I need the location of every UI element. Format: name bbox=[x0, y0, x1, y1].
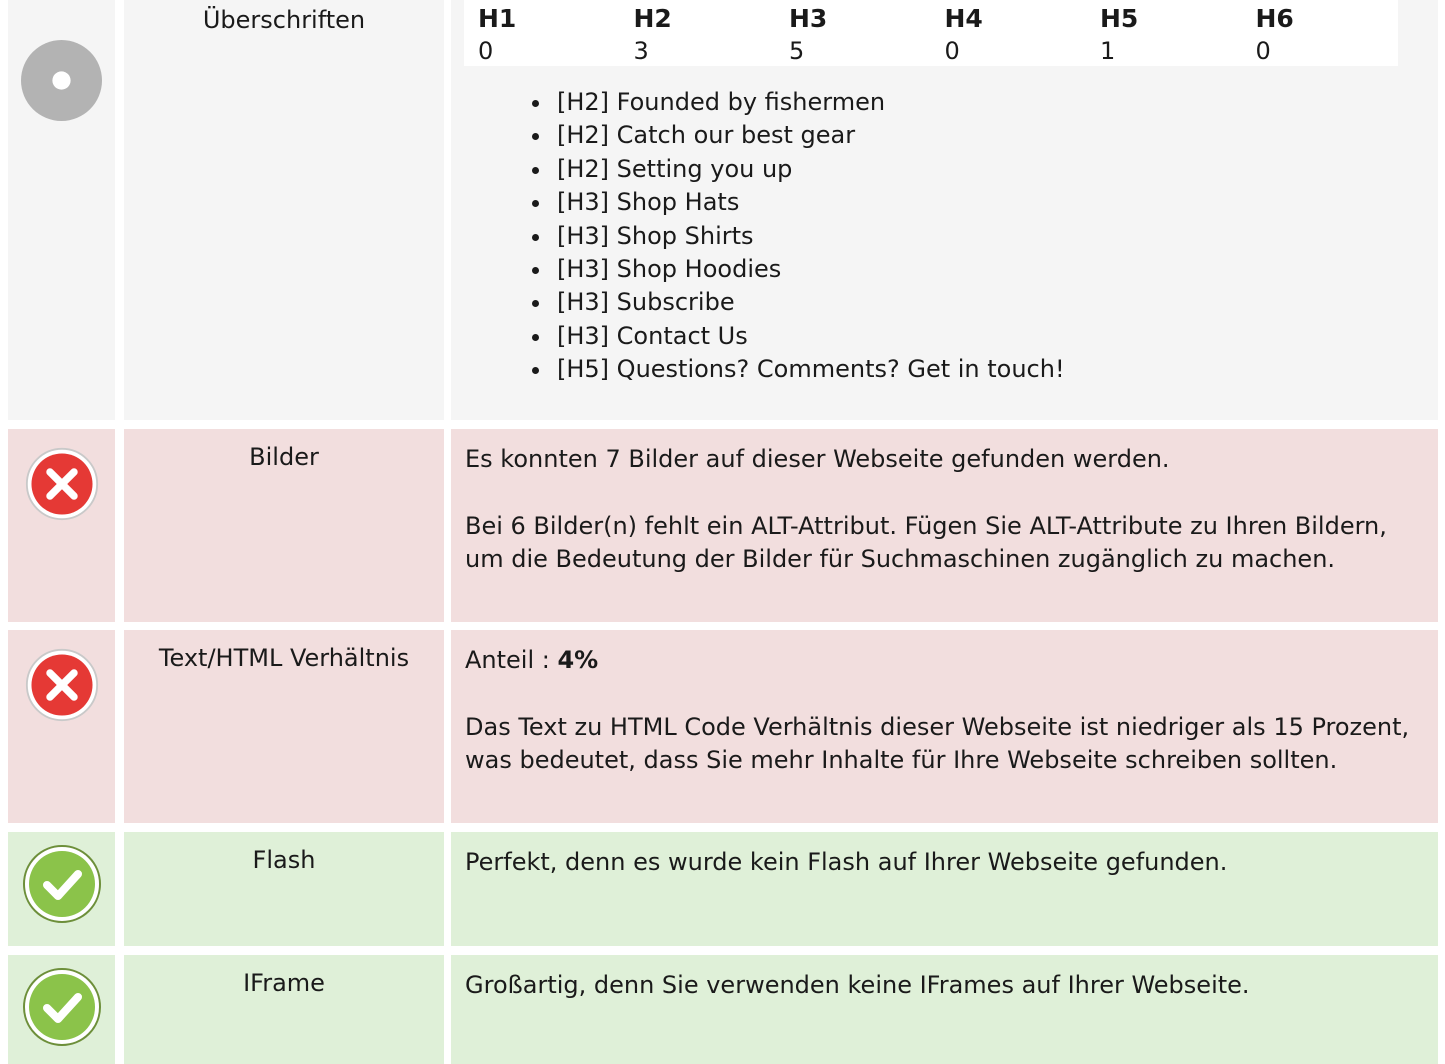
heading-count: 5 bbox=[789, 37, 805, 65]
heading-tag: H1 bbox=[478, 4, 517, 33]
heading-col-h2 bbox=[634, 2, 790, 68]
ratio-status-cell bbox=[8, 630, 115, 823]
ratio-share bbox=[465, 644, 1424, 678]
headings-row bbox=[8, 0, 1438, 420]
list-item: • [H2] Catch our best gear bbox=[553, 119, 1424, 152]
headings-count-table bbox=[464, 0, 1398, 66]
heading-tag: H5 bbox=[1100, 4, 1139, 33]
ratio-share-value: 4% bbox=[557, 646, 599, 674]
heading-col-h1 bbox=[478, 2, 634, 68]
iframe-status-cell bbox=[8, 955, 115, 1064]
heading-col-h4 bbox=[945, 2, 1101, 68]
list-item: • [H3] Shop Hoodies bbox=[553, 253, 1424, 286]
heading-tag: H4 bbox=[944, 4, 983, 33]
check-icon bbox=[22, 844, 102, 924]
images-label: Bilder bbox=[124, 429, 444, 622]
heading-count: 0 bbox=[478, 37, 494, 65]
list-item: • [H3] Shop Shirts bbox=[553, 220, 1424, 253]
flash-label: Flash bbox=[124, 832, 444, 946]
flash-content bbox=[451, 832, 1438, 946]
images-status-cell bbox=[8, 429, 115, 622]
iframe-label: IFrame bbox=[124, 955, 444, 1064]
ratio-share-label: Anteil : bbox=[465, 646, 558, 674]
neutral-circle-icon bbox=[21, 40, 102, 121]
flash-row bbox=[8, 832, 1438, 946]
list-item: • [H3] Contact Us bbox=[553, 320, 1424, 353]
list-item: • [H2] Setting you up bbox=[553, 153, 1424, 186]
headings-content bbox=[451, 0, 1438, 420]
images-content bbox=[451, 429, 1438, 622]
heading-col-h3 bbox=[789, 2, 945, 68]
list-item: • [H3] Shop Hats bbox=[553, 186, 1424, 219]
images-summary: Es konnten 7 Bilder auf dieser Webseite gefunden werden. bbox=[465, 445, 1170, 473]
list-item: • [H3] Subscribe bbox=[553, 286, 1424, 319]
check-icon bbox=[22, 967, 102, 1047]
ratio-content bbox=[451, 630, 1438, 823]
heading-col-h6 bbox=[1256, 2, 1412, 68]
flash-status-cell bbox=[8, 832, 115, 946]
headings-list bbox=[465, 86, 1424, 387]
ratio-explanation: Das Text zu HTML Code Verhältnis dieser Webseite ist niedriger als 15 Prozent, was bedeutet, dass Sie mehr Inhalte für Ihre Webseite schreiben sollten. bbox=[465, 712, 1410, 774]
images-row bbox=[8, 429, 1438, 622]
error-icon bbox=[25, 648, 99, 722]
flash-text: Perfekt, denn es wurde kein Flash auf Ihrer Webseite gefunden. bbox=[465, 848, 1228, 876]
heading-col-h5 bbox=[1100, 2, 1256, 68]
heading-tag: H2 bbox=[633, 4, 672, 33]
heading-count: 0 bbox=[944, 37, 960, 65]
heading-count: 1 bbox=[1100, 37, 1116, 65]
heading-tag: H3 bbox=[789, 4, 828, 33]
heading-count: 3 bbox=[633, 37, 649, 65]
iframe-content bbox=[451, 955, 1438, 1064]
heading-tag: H6 bbox=[1255, 4, 1294, 33]
heading-count: 0 bbox=[1255, 37, 1271, 65]
iframe-row bbox=[8, 955, 1438, 1064]
headings-status-cell bbox=[8, 0, 115, 420]
ratio-label: Text/HTML Verhältnis bbox=[124, 630, 444, 823]
images-alt-warning: Bei 6 Bilder(n) fehlt ein ALT-Attribut. Fügen Sie ALT-Attribute zu Ihren Bildern, um die Bedeutung der Bilder für Suchmaschinen zugänglich zu machen. bbox=[465, 511, 1387, 573]
headings-label: Überschriften bbox=[124, 0, 444, 420]
list-item: • [H2] Founded by fishermen bbox=[553, 86, 1424, 119]
error-icon bbox=[25, 447, 99, 521]
list-item: • [H5] Questions? Comments? Get in touch! bbox=[553, 353, 1424, 386]
text-html-ratio-row bbox=[8, 630, 1438, 823]
iframe-text: Großartig, denn Sie verwenden keine IFrames auf Ihrer Webseite. bbox=[465, 971, 1250, 999]
